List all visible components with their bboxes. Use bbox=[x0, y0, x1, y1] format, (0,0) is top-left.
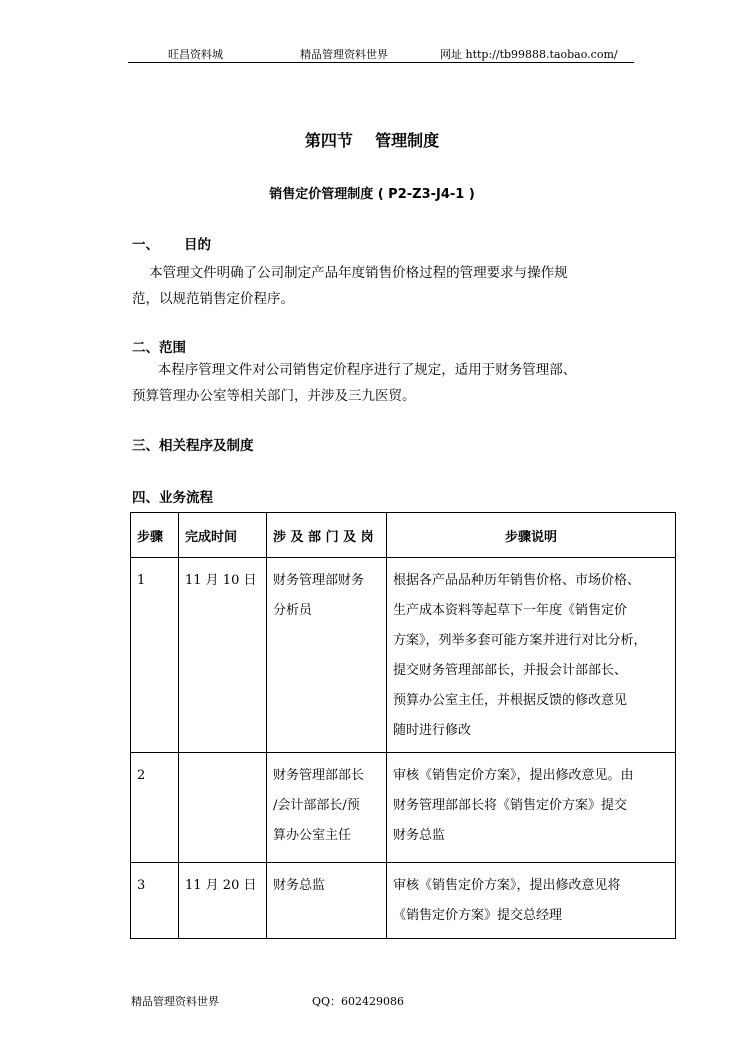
heading-related-procedures bbox=[132, 434, 254, 454]
table-row bbox=[131, 558, 676, 753]
paragraph-line: 本程序管理文件对公司销售定价程序进行了规定，适用于财务管理部、 bbox=[132, 362, 577, 378]
col-header-time: 完成时间 bbox=[179, 513, 267, 558]
desc-line: 根据各产品品种历年销售价格、市场价格、 bbox=[393, 573, 641, 588]
paragraph-line: 本管理文件明确了公司制定产品年度销售价格过程的管理要求与操作规 bbox=[132, 265, 568, 281]
doc-title: 销售定价管理制度 ( P2-Z3-J4-1 ) bbox=[269, 187, 475, 202]
process-table bbox=[130, 512, 676, 939]
dept-line: 财务总监 bbox=[273, 878, 326, 893]
cell-step: 2 bbox=[131, 753, 179, 863]
cell-time: 11 月 10 日 bbox=[179, 558, 267, 753]
cell-time: 11 月 20 日 bbox=[179, 863, 267, 939]
heading-number: 二、 bbox=[132, 340, 159, 356]
cell-desc bbox=[387, 558, 676, 753]
table-row bbox=[131, 863, 676, 939]
header-world-name: 精品管理资料世界 bbox=[300, 48, 388, 61]
dept-line: 分析员 bbox=[273, 603, 313, 618]
cell-dept bbox=[267, 558, 387, 753]
desc-line: 预算办公室主任，并根据反馈的修改意见 bbox=[393, 693, 628, 708]
table-header-row bbox=[131, 513, 676, 558]
desc-line: 审核《销售定价方案》，提出修改意见。由 bbox=[393, 768, 634, 783]
heading-scope bbox=[132, 336, 186, 356]
header-url: 网址 http://tb99888.taobao.com/ bbox=[440, 48, 618, 61]
table-row bbox=[131, 753, 676, 863]
section-title: 第四节 管理制度 bbox=[304, 131, 440, 150]
desc-line: 提交财务管理部部长，并报会计部部长、 bbox=[393, 663, 628, 678]
cell-dept bbox=[267, 753, 387, 863]
desc-line: 随时进行修改 bbox=[393, 723, 472, 738]
cell-time bbox=[179, 753, 267, 863]
col-header-step: 步骤 bbox=[131, 513, 179, 558]
dept-line: 财务管理部部长 bbox=[273, 768, 365, 783]
heading-number: 四、 bbox=[132, 490, 159, 506]
desc-line: 方案》，列举多套可能方案并进行对比分析， bbox=[393, 633, 647, 648]
heading-text: 范围 bbox=[159, 340, 186, 356]
purpose-paragraph bbox=[132, 260, 632, 312]
desc-line: 《销售定价方案》提交总经理 bbox=[393, 908, 563, 923]
footer-qq: QQ：602429086 bbox=[312, 995, 405, 1008]
dept-line: 算办公室主任 bbox=[273, 828, 352, 843]
header-site-name: 旺昌资料城 bbox=[168, 48, 223, 61]
heading-text: 目的 bbox=[184, 237, 211, 253]
page-header bbox=[128, 44, 634, 63]
dept-line: /会计部部长/预 bbox=[273, 798, 360, 813]
desc-line: 审核《销售定价方案》，提出修改意见将 bbox=[393, 878, 621, 893]
cell-desc bbox=[387, 753, 676, 863]
heading-business-process bbox=[132, 486, 213, 506]
paragraph-line: 范，以规范销售定价程序。 bbox=[132, 291, 294, 307]
col-header-desc: 步骤说明 bbox=[387, 513, 676, 558]
heading-text: 相关程序及制度 bbox=[159, 438, 254, 454]
footer-world-name: 精品管理资料世界 bbox=[131, 995, 219, 1008]
heading-number: 一、 bbox=[132, 237, 159, 253]
heading-number: 三、 bbox=[132, 438, 159, 454]
heading-text: 业务流程 bbox=[159, 490, 213, 506]
col-header-dept: 涉 及 部 门 及 岗 bbox=[267, 513, 387, 558]
desc-line: 财务总监 bbox=[393, 828, 446, 843]
cell-dept bbox=[267, 863, 387, 939]
cell-step: 1 bbox=[131, 558, 179, 753]
desc-line: 生产成本资料等起草下一年度《销售定价 bbox=[393, 603, 628, 618]
paragraph-line: 预算管理办公室等相关部门，并涉及三九医贸。 bbox=[132, 388, 416, 404]
dept-line: 财务管理部财务 bbox=[273, 573, 365, 588]
cell-desc bbox=[387, 863, 676, 939]
scope-paragraph bbox=[132, 357, 632, 409]
heading-purpose bbox=[132, 233, 211, 253]
cell-step: 3 bbox=[131, 863, 179, 939]
desc-line: 财务管理部部长将《销售定价方案》提交 bbox=[393, 798, 628, 813]
